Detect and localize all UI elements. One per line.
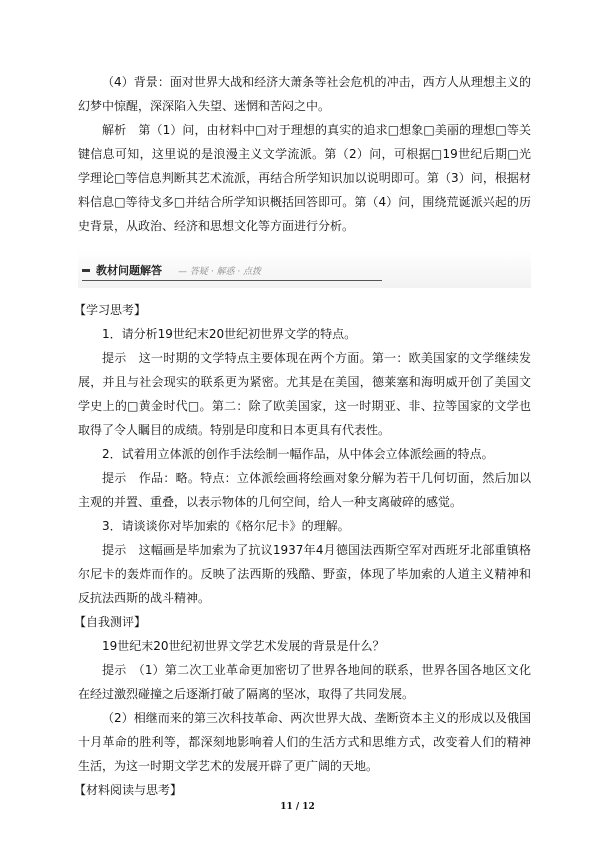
- banner-title: 教材问题解答: [96, 264, 162, 277]
- study-answer-3: 提示 这幅画是毕加索为了抗议1937年4月德国法西斯空军对西班牙北部重镇格尔尼卡的轰炸而作的。反映了法西斯的残酷、野蛮，体现了毕加索的人道主义精神和反抗法西斯的战斗精神。: [78, 543, 531, 605]
- banner-mark-icon: [82, 269, 90, 272]
- study-question-2: 2．试着用立体派的创作手法绘制一幅作品，从中体会立体派绘画的特点。: [102, 447, 494, 461]
- page-number: 11 / 12: [280, 802, 315, 812]
- test-answer-part-2: （2）相继而来的第三次科技革命、两次世界大战、垄断资本主义的形成以及俄国十月革命的胜利等，都深刻地影响着人们的生活方式和思维方式，改变着人们的精神生活，为这一时期文学艺术的发展开辟了更广阔的天地。: [78, 711, 531, 773]
- banner-underline: [82, 264, 382, 281]
- study-question-3: 3．请谈谈你对毕加索的《格尔尼卡》的理解。: [102, 519, 350, 533]
- section-banner: [78, 250, 531, 288]
- analysis-paragraph: 解析 第（1）问，由材料中□对于理想的真实的追求□想象□美丽的理想□等关键信息可知，这里说的是浪漫主义文学流派。第（2）问，可根据□19世纪后期□光学理论□等信息判断其艺术流派，再结合所学知识加以说明即可。第（3）问，根据材料信息□等待戈多□并结合所学知识概括回答即可。第（4）问，围绕荒诞派兴起的历史背景，从政治、经济和思想文化等方面进行分析。: [78, 123, 531, 233]
- test-question: 19世纪末20世纪初世界文学艺术发展的背景是什么？: [102, 639, 385, 653]
- section-title-reading: 【材料阅读与思考】: [74, 783, 183, 797]
- study-answer-1: 提示 这一时期的文学特点主要体现在两个方面。第一：欧美国家的文学继续发展，并且与社会现实的联系更为紧密。尤其是在美国，德莱塞和海明威开创了美国文学史上的□黄金时代□。第二：除了欧美国家，这一时期亚、非、拉等国家的文学也取得了令人瞩目的成绩。特别是印度和日本更具有代表性。: [78, 351, 531, 437]
- banner-subtitle: — 答疑 · 解惑 · 点拨: [178, 267, 262, 277]
- study-answer-2: 提示 作品：略。特点：立体派绘画将绘画对象分解为若干几何切面，然后加以主观的并置、重叠，以表示物体的几何空间，给人一种支离破碎的感觉。: [78, 471, 531, 509]
- answer-paragraph-background: （4）背景：面对世界大战和经济大萧条等社会危机的冲击，西方人从理想主义的幻梦中惊醒，深深陷入失望、迷惘和苦闷之中。: [78, 75, 531, 113]
- section-title-study: 【学习思考】: [74, 303, 147, 317]
- study-question-1: 1．请分析19世纪末20世纪初世界文学的特点。: [102, 327, 357, 341]
- page-content: [74, 70, 531, 802]
- section-title-test: 【自我测评】: [74, 615, 147, 629]
- test-answer-part-1: 提示 （1）第二次工业革命更加密切了世界各地间的联系，世界各国各地区文化在经过激烈碰撞之后逐渐打破了隔离的坚冰，取得了共同发展。: [78, 663, 531, 701]
